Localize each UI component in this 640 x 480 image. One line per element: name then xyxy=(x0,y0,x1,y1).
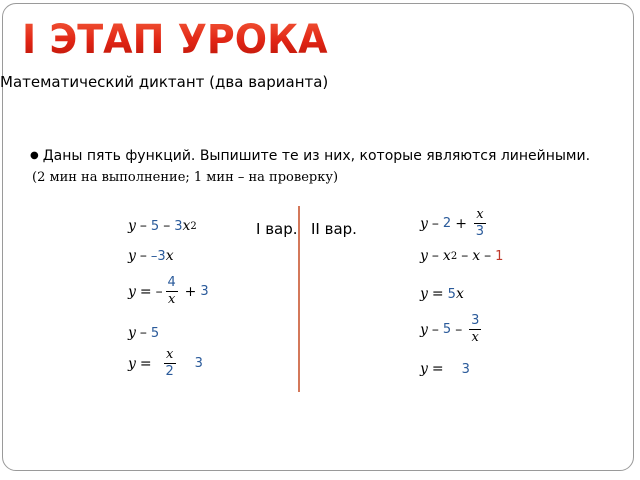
v1-function-3: y = – $\frac{4}{x}$ + 3 xyxy=(128,275,209,307)
v2-function-4: y – 5 – $\frac{3}{x}$ xyxy=(420,313,480,345)
task-text xyxy=(30,148,590,164)
column-divider xyxy=(298,206,300,392)
v1-function-4: y – 5 xyxy=(128,325,160,341)
fraction: $\frac{3}{x}$ xyxy=(471,313,480,345)
v2-function-2: y – x 2 – x – 1 xyxy=(420,248,504,264)
v2-function-1: y – 2 + $\frac{x}{3}$ xyxy=(420,207,485,239)
fraction: $\frac{x}{2}$ xyxy=(165,347,174,379)
slide-subtitle: Математический диктант (два варианта) xyxy=(0,73,329,91)
v2-function-3: y = 5 x xyxy=(420,286,464,302)
slide-title: I ЭТАП УРОКА xyxy=(22,16,328,63)
variant-1-label: I вар. xyxy=(256,220,298,238)
v2-function-5: y = 3 xyxy=(420,361,470,377)
v1-function-5: y = $\frac{x}{2}$ 3 xyxy=(128,347,203,379)
bullet-icon: ● xyxy=(30,150,39,161)
v1-function-1: y – 5 – 3 x 2 xyxy=(128,218,197,234)
fraction: $\frac{4}{x}$ xyxy=(167,275,176,307)
fraction: $\frac{x}{3}$ xyxy=(475,207,485,239)
task-label: Даны пять функций. Выпишите те из них, которые являются линейными. xyxy=(42,148,591,164)
variant-2-label: II вар. xyxy=(311,220,357,238)
time-note: (2 мин на выполнение; 1 мин – на проверку) xyxy=(32,170,339,185)
v1-function-2: y – –3 x xyxy=(128,248,174,264)
